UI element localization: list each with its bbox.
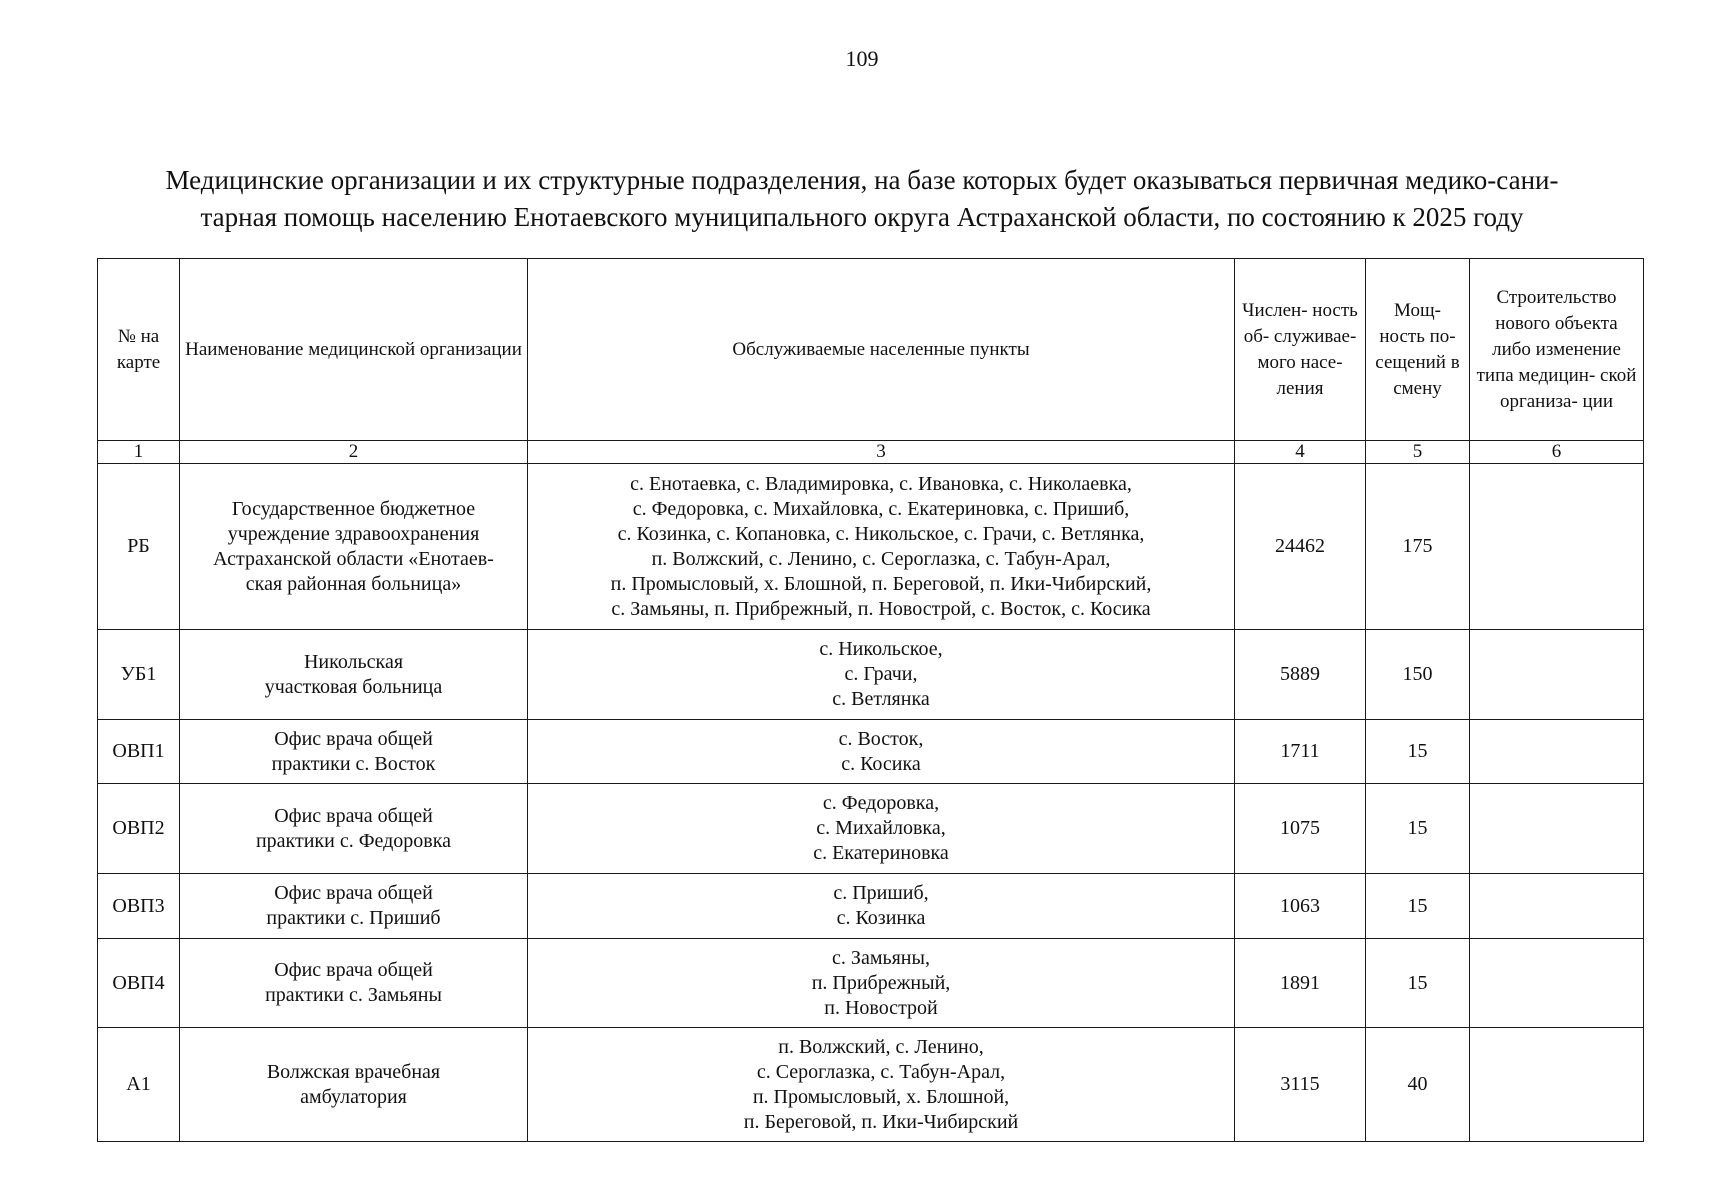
column-number: 3	[528, 441, 1235, 464]
cell-capacity: 40	[1366, 1028, 1470, 1142]
cell-org-name: Офис врача общей практики с. Федоровка	[180, 784, 528, 874]
column-number: 1	[98, 441, 180, 464]
cell-construction	[1470, 939, 1644, 1028]
cell-org-name: Государственное бюджетное учреждение здравоохранения Астраханской области «Енотаев- ская районная больница»	[180, 464, 528, 630]
table-row	[98, 720, 1644, 784]
document-title	[60, 162, 1664, 236]
cell-capacity: 15	[1366, 939, 1470, 1028]
cell-construction	[1470, 874, 1644, 939]
cell-population: 24462	[1235, 464, 1366, 630]
cell-org-name: Офис врача общей практики с. Восток	[180, 720, 528, 784]
cell-population: 1711	[1235, 720, 1366, 784]
medical-organizations-table	[97, 258, 1644, 1142]
cell-construction	[1470, 630, 1644, 720]
cell-places: с. Пришиб, с. Козинка	[528, 874, 1235, 939]
header-org-name: Наименование медицинской организации	[180, 259, 528, 441]
cell-map-no: УБ1	[98, 630, 180, 720]
table-row	[98, 1028, 1644, 1142]
title-line-1: Медицинские организации и их структурные подразделения, на базе которых будет оказываться первичная медико-сани-	[165, 165, 1559, 195]
cell-places: п. Волжский, с. Ленино, с. Сероглазка, с. Табун-Арал, п. Промысловый, х. Блошной, п. Береговой, п. Ики-Чибирский	[528, 1028, 1235, 1142]
cell-places: с. Федоровка, с. Михайловка, с. Екатериновка	[528, 784, 1235, 874]
cell-map-no: ОВП2	[98, 784, 180, 874]
column-number: 4	[1235, 441, 1366, 464]
title-line-2: тарная помощь населению Енотаевского муниципального округа Астраханской области, по состоянию к 2025 году	[200, 202, 1524, 232]
cell-construction	[1470, 1028, 1644, 1142]
cell-places: с. Замьяны, п. Прибрежный, п. Новострой	[528, 939, 1235, 1028]
header-construction: Строительство нового объекта либо изменение типа медицин- ской организа- ции	[1470, 259, 1644, 441]
cell-org-name: Офис врача общей практики с. Пришиб	[180, 874, 528, 939]
column-numbers-row	[98, 441, 1644, 464]
cell-map-no: А1	[98, 1028, 180, 1142]
cell-population: 5889	[1235, 630, 1366, 720]
column-number: 6	[1470, 441, 1644, 464]
cell-map-no: ОВП3	[98, 874, 180, 939]
cell-places: с. Енотаевка, с. Владимировка, с. Ивановка, с. Николаевка, с. Федоровка, с. Михайловка, с. Екатериновка, с. Пришиб, с. Козинка, с. Копановка, с. Никольское, с. Грачи, с. Ветлянка, п. Волжский, с. Ленино, с. Сероглазка, с. Табун-Арал, п. Промысловый, х. Блошной, п. Береговой, п. Ики-Чибирский, с. Замьяны, п. Прибрежный, п. Новострой, с. Восток, с. Косика	[528, 464, 1235, 630]
table-row	[98, 784, 1644, 874]
cell-org-name: Никольская участковая больница	[180, 630, 528, 720]
header-places: Обслуживаемые населенные пункты	[528, 259, 1235, 441]
cell-map-no: РБ	[98, 464, 180, 630]
cell-construction	[1470, 720, 1644, 784]
table-row	[98, 939, 1644, 1028]
page-number: 109	[845, 46, 879, 71]
table-row	[98, 630, 1644, 720]
cell-population: 3115	[1235, 1028, 1366, 1142]
header-capacity: Мощ- ность по- сещений в смену	[1366, 259, 1470, 441]
cell-capacity: 15	[1366, 874, 1470, 939]
table-row	[98, 464, 1644, 630]
header-map-no: № на карте	[98, 259, 180, 441]
cell-places: с. Восток, с. Косика	[528, 720, 1235, 784]
cell-places: с. Никольское, с. Грачи, с. Ветлянка	[528, 630, 1235, 720]
column-number: 5	[1366, 441, 1470, 464]
cell-capacity: 15	[1366, 720, 1470, 784]
cell-population: 1891	[1235, 939, 1366, 1028]
cell-capacity: 15	[1366, 784, 1470, 874]
cell-org-name: Волжская врачебная амбулатория	[180, 1028, 528, 1142]
cell-capacity: 150	[1366, 630, 1470, 720]
cell-population: 1063	[1235, 874, 1366, 939]
cell-org-name: Офис врача общей практики с. Замьяны	[180, 939, 528, 1028]
table-header-row	[98, 259, 1644, 441]
cell-capacity: 175	[1366, 464, 1470, 630]
table-row	[98, 874, 1644, 939]
cell-map-no: ОВП1	[98, 720, 180, 784]
cell-population: 1075	[1235, 784, 1366, 874]
cell-construction	[1470, 784, 1644, 874]
cell-construction	[1470, 464, 1644, 630]
cell-map-no: ОВП4	[98, 939, 180, 1028]
header-population: Числен- ность об- служивае- мого насе- ления	[1235, 259, 1366, 441]
column-number: 2	[180, 441, 528, 464]
